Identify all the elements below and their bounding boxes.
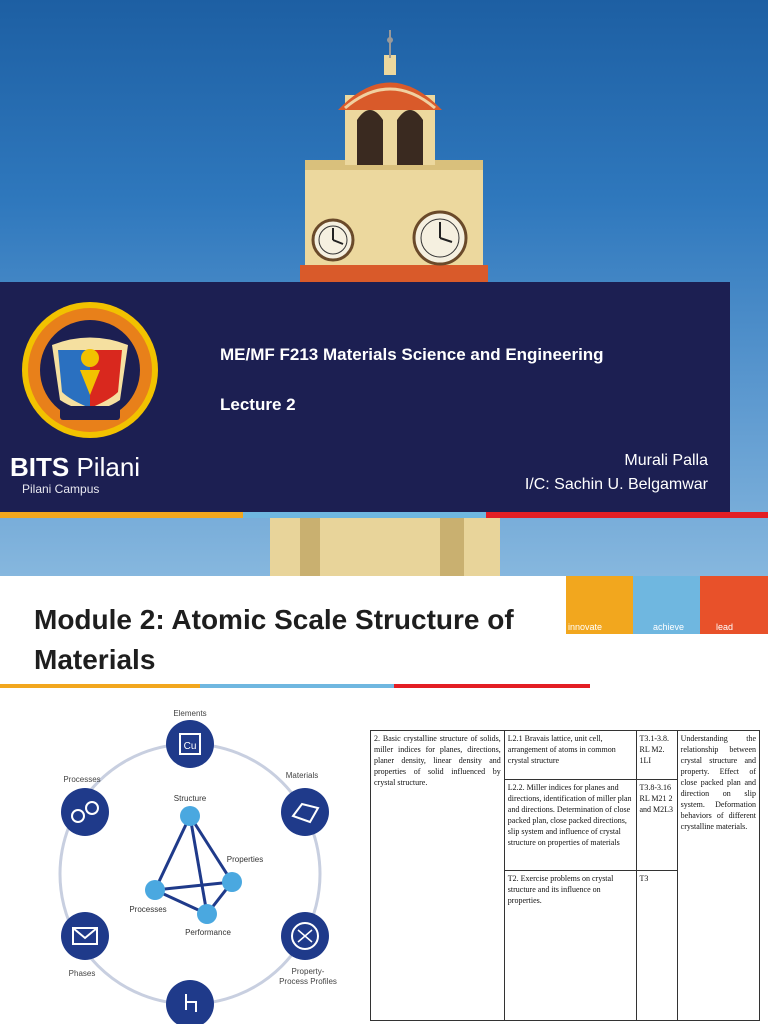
brand-name: BITS Pilani — [10, 452, 141, 482]
ref-cell: T3 — [636, 871, 677, 1021]
svg-text:Cu: Cu — [183, 741, 197, 752]
svg-text:Performance: Performance — [185, 928, 231, 937]
materials-node — [281, 771, 329, 836]
module-title: Module 2: Atomic Scale Structure of Materials — [34, 604, 514, 675]
bits-pilani-crest-icon — [20, 300, 160, 440]
topic-cell: 2. Basic crystalline structure of solids, miller indices for planes, directions, planer density, linear density and properties of solid influenced by crystal structure. — [371, 731, 505, 1021]
tag-achieve: achieve — [633, 576, 700, 634]
materials-paradigm-diagram — [40, 704, 340, 1024]
elements-node — [166, 709, 214, 768]
color-bar-orange — [0, 512, 243, 518]
pointer-node — [166, 980, 214, 1024]
instructor-in-charge: I/C: Sachin U. Belgamwar — [524, 476, 708, 493]
tagline-strip — [566, 576, 768, 634]
lesson-cell: L2.2. Miller indices for planes and directions, identification of miller plan and directions. Determination of close packed plan, close packed directions, slip system and influence of crystal structure on properties of materials — [504, 779, 636, 870]
svg-text:Processes: Processes — [129, 905, 167, 914]
svg-text:Materials: Materials — [285, 771, 319, 780]
author-name: Murali Palla — [624, 452, 708, 469]
module-slide — [0, 576, 768, 1024]
ref-cell: T3.8-3.16 RL M21 2 and M2L3 — [636, 779, 677, 870]
svg-text:Property-: Property- — [291, 967, 325, 976]
tag-lead: lead — [700, 576, 768, 634]
lecture-number: Lecture 2 — [220, 395, 296, 414]
tetrahedron — [129, 794, 263, 937]
svg-text:Properties: Properties — [226, 855, 264, 864]
campus-label: Pilani Campus — [22, 482, 100, 496]
lesson-cell: T2. Exercise problems on crystal structure and its influence on properties. — [504, 871, 636, 1021]
color-bar-blue — [243, 512, 486, 518]
outcome-cell: Understanding the relationship between crystal structure and property. Effect of close packed plan and direction on slip system. Deformation behaviors of different crystalline materials. — [677, 731, 759, 1021]
module-divider — [0, 684, 590, 688]
svg-text:Elements: Elements — [173, 709, 207, 718]
color-bar-red — [486, 512, 768, 518]
tag-innovate: innovate — [566, 576, 633, 634]
svg-text:Phases: Phases — [68, 969, 96, 978]
lesson-cell: L2.1 Bravais lattice, unit cell, arrangement of atoms in common crystal structure — [504, 731, 636, 780]
svg-text:Structure: Structure — [173, 794, 207, 803]
table-row — [371, 731, 760, 780]
processes-node — [61, 775, 109, 836]
course-title: ME/MF F213 Materials Science and Engineering — [220, 345, 604, 364]
ref-cell: T3.1-3.8. RL M2. 1LI — [636, 731, 677, 780]
property-process-node — [279, 912, 337, 986]
svg-text:Process Profiles: Process Profiles — [279, 977, 337, 986]
svg-text:Processes: Processes — [63, 775, 101, 784]
course-plan-table — [370, 730, 760, 1021]
